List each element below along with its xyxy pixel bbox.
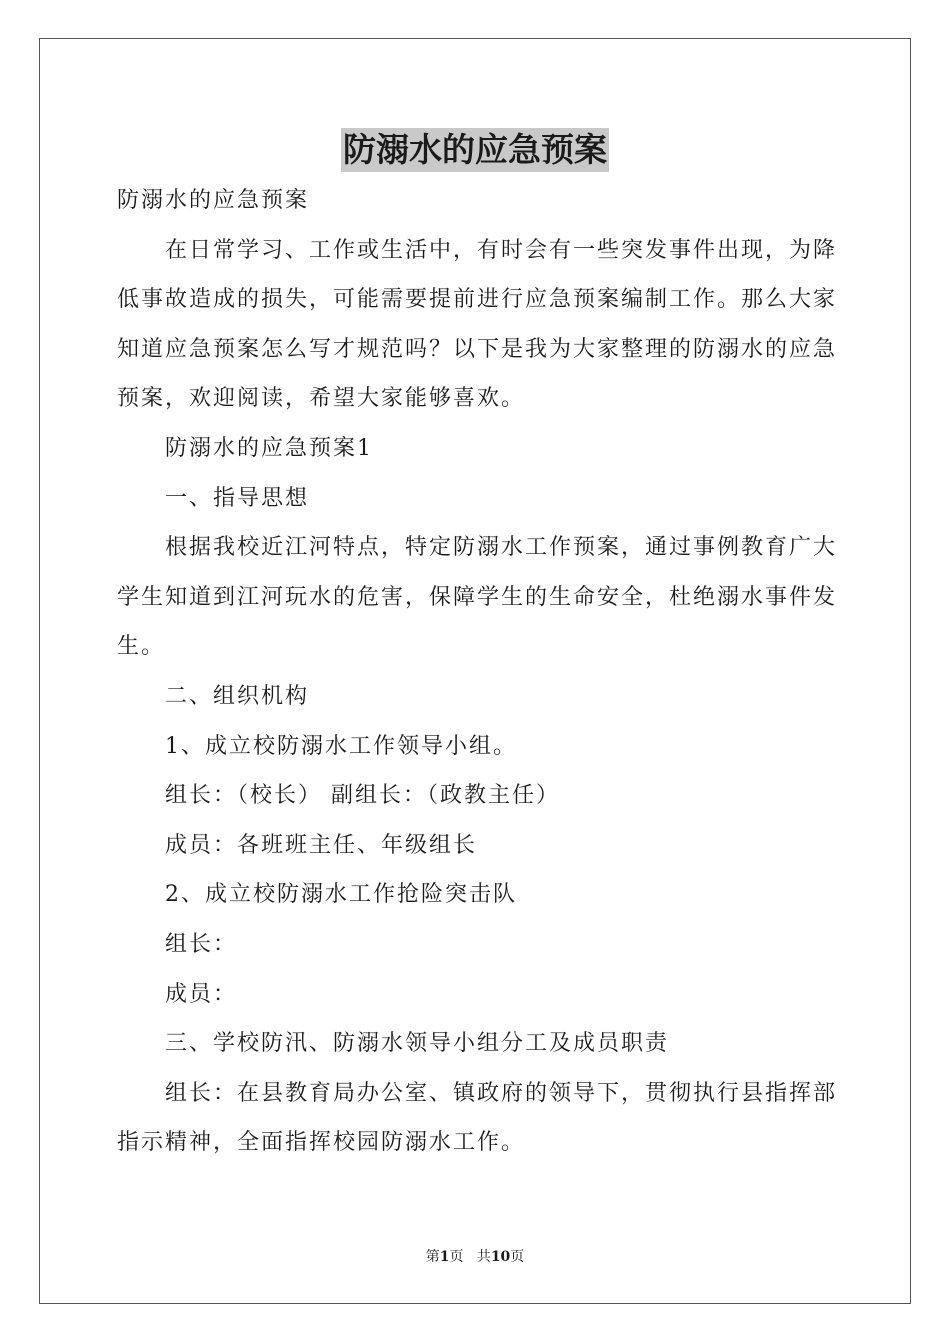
section-heading: 三、学校防汛、防溺水领导小组分工及成员职责 — [165, 1031, 670, 1057]
page-suffix: 页 — [449, 1249, 464, 1265]
paragraph: 2、成立校防溺水工作抢险突击队 — [165, 882, 517, 908]
total-pages: 10 — [490, 1249, 511, 1265]
document-title: 防溺水的应急预案 — [341, 128, 609, 172]
paragraph: 组长：在县教育局办公室、镇政府的领导下，贯彻执行县指挥部指示精神，全面指挥校园防溺水工作。 — [117, 1080, 838, 1156]
section-heading: 一、指导思想 — [165, 485, 310, 511]
section-heading: 防溺水的应急预案1 — [165, 435, 373, 461]
paragraph: 成员： — [165, 981, 238, 1007]
page-prefix: 第 — [425, 1249, 440, 1265]
page-footer — [0, 1247, 950, 1267]
total-prefix: 共 — [476, 1249, 491, 1265]
paragraph: 1、成立校防溺水工作领导小组。 — [165, 733, 517, 759]
document-body — [117, 176, 837, 1168]
paragraph: 防溺水的应急预案 — [117, 188, 310, 213]
paragraph: 在日常学习、工作或生活中，有时会有一些突发事件出现，为降低事故造成的损失，可能需要提前进行应急预案编制工作。那么大家知道应急预案怎么写才规范吗？以下是我为大家整理的防溺水的应急预案，欢迎阅读，希望大家能够喜欢。 — [117, 237, 838, 412]
paragraph: 组长： — [165, 931, 238, 957]
section-heading: 二、组织机构 — [165, 683, 310, 709]
paragraph: 成员：各班班主任、年级组长 — [165, 832, 478, 858]
paragraph: 根据我校近江河特点，特定防溺水工作预案，通过事例教育广大学生知道到江河玩水的危害，保障学生的生命安全，杜绝溺水事件发生。 — [117, 535, 838, 660]
page-number: 1 — [439, 1249, 450, 1265]
paragraph: 组长：（校长） 副组长：（政教主任） — [165, 783, 560, 809]
title-container — [0, 128, 950, 172]
total-suffix: 页 — [510, 1249, 525, 1265]
